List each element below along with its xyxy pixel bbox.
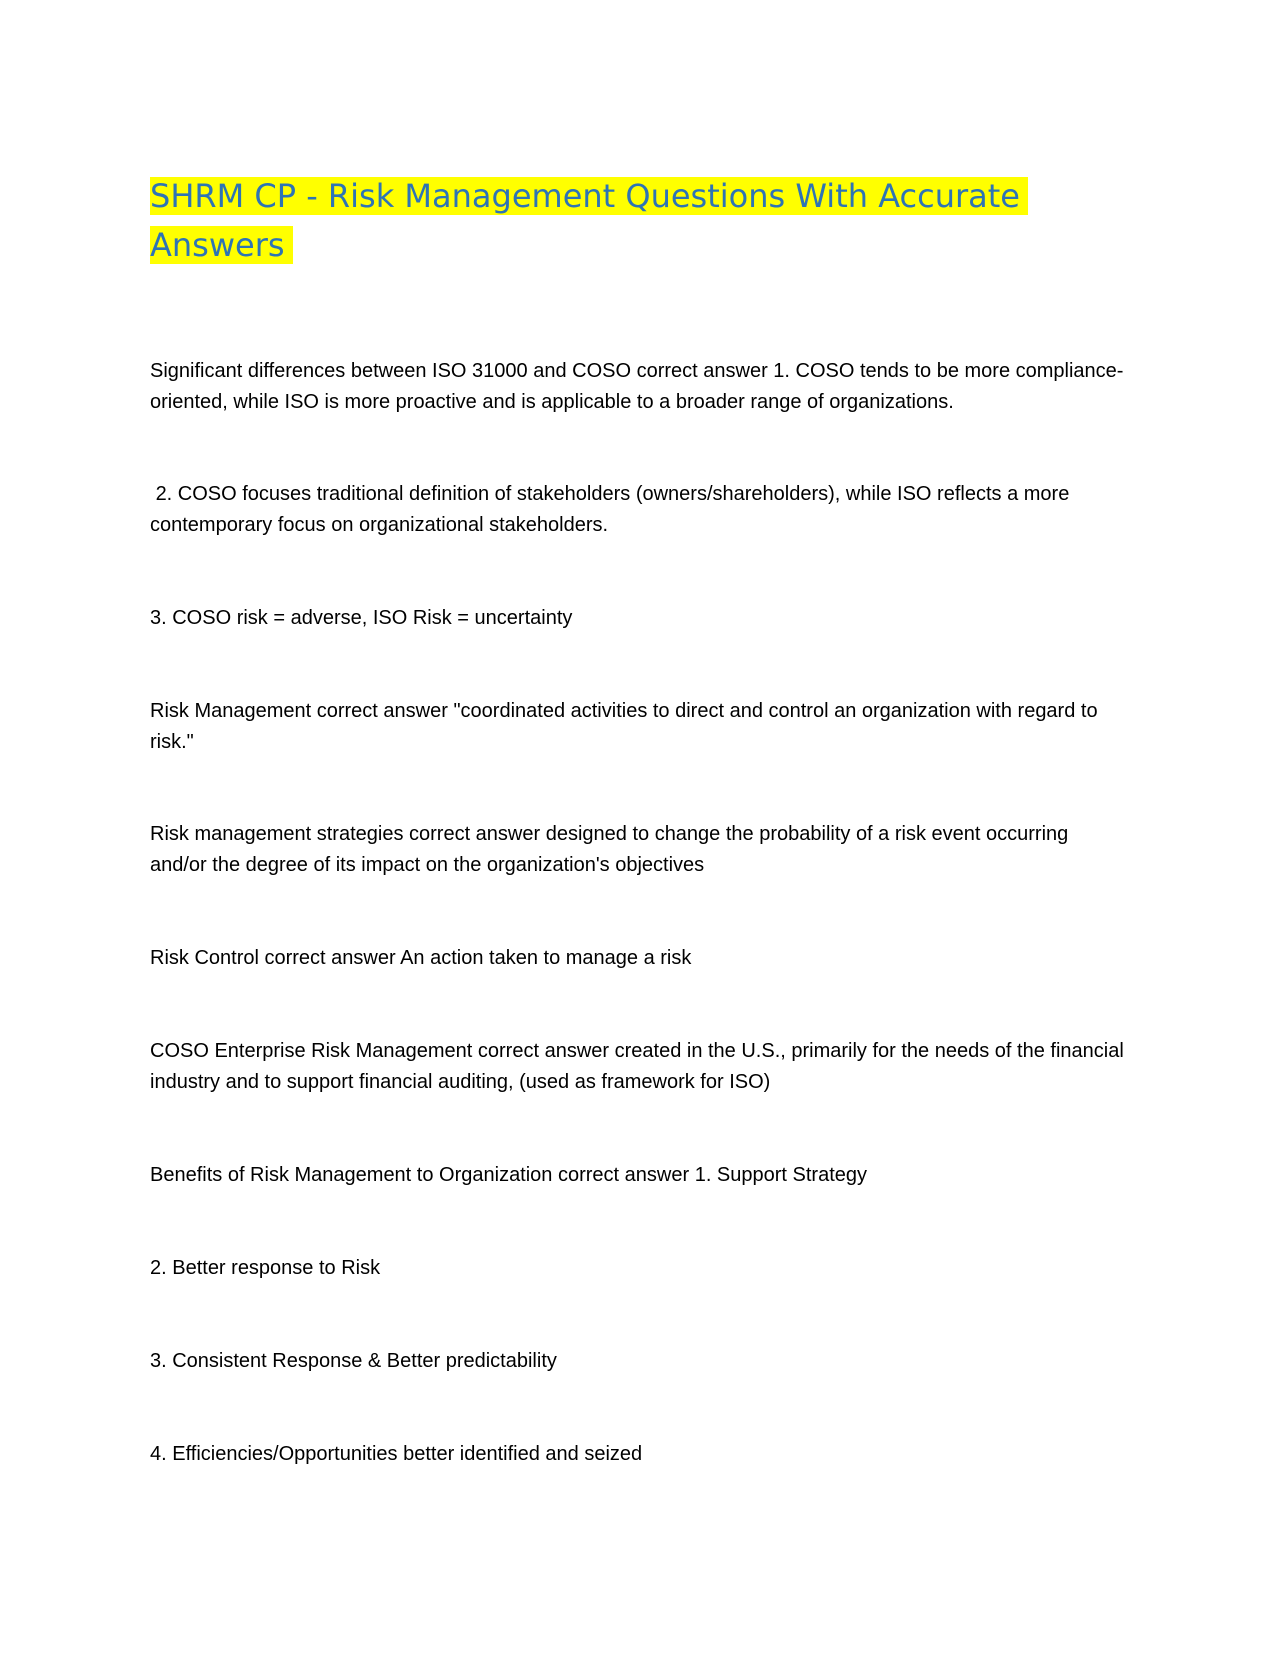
- paragraph-efficiencies: 4. Efficiencies/Opportunities better identified and seized: [150, 1443, 643, 1465]
- paragraph-risk-management-strategies: Risk management strategies correct answer designed to change the probability of a risk event occurring and/or the degree of its impact on the organization's objectives: [150, 823, 1069, 876]
- paragraph-risk-control: Risk Control correct answer An action taken to manage a risk: [150, 947, 692, 969]
- title-text: SHRM CP - Risk Management Questions With Accurate Answers: [150, 177, 1028, 264]
- paragraph-coso-stakeholders: 2. COSO focuses traditional definition of stakeholders (owners/shareholders), while ISO reflects a more contemporary focus on organizational stakeholders.: [150, 483, 1075, 536]
- paragraph-iso-coso-differences: Significant differences between ISO 31000 and COSO correct answer 1. COSO tends to be more compliance-oriented, while ISO is more proactive and is applicable to a broader range of organizations.: [150, 360, 1124, 413]
- document-title: [150, 172, 1030, 270]
- paragraph-better-response: 2. Better response to Risk: [150, 1257, 381, 1279]
- paragraph-coso-erm: COSO Enterprise Risk Management correct answer created in the U.S., primarily for the needs of the financial industry and to support financial auditing, (used as framework for ISO): [150, 1040, 1124, 1093]
- paragraph-consistent-response: 3. Consistent Response & Better predictability: [150, 1350, 557, 1372]
- paragraph-coso-risk-definition: 3. COSO risk = adverse, ISO Risk = uncertainty: [150, 607, 573, 629]
- paragraph-benefits-risk-management: Benefits of Risk Management to Organization correct answer 1. Support Strategy: [150, 1164, 868, 1186]
- paragraph-risk-management: Risk Management correct answer "coordinated activities to direct and control an organization with regard to risk.": [150, 700, 1098, 753]
